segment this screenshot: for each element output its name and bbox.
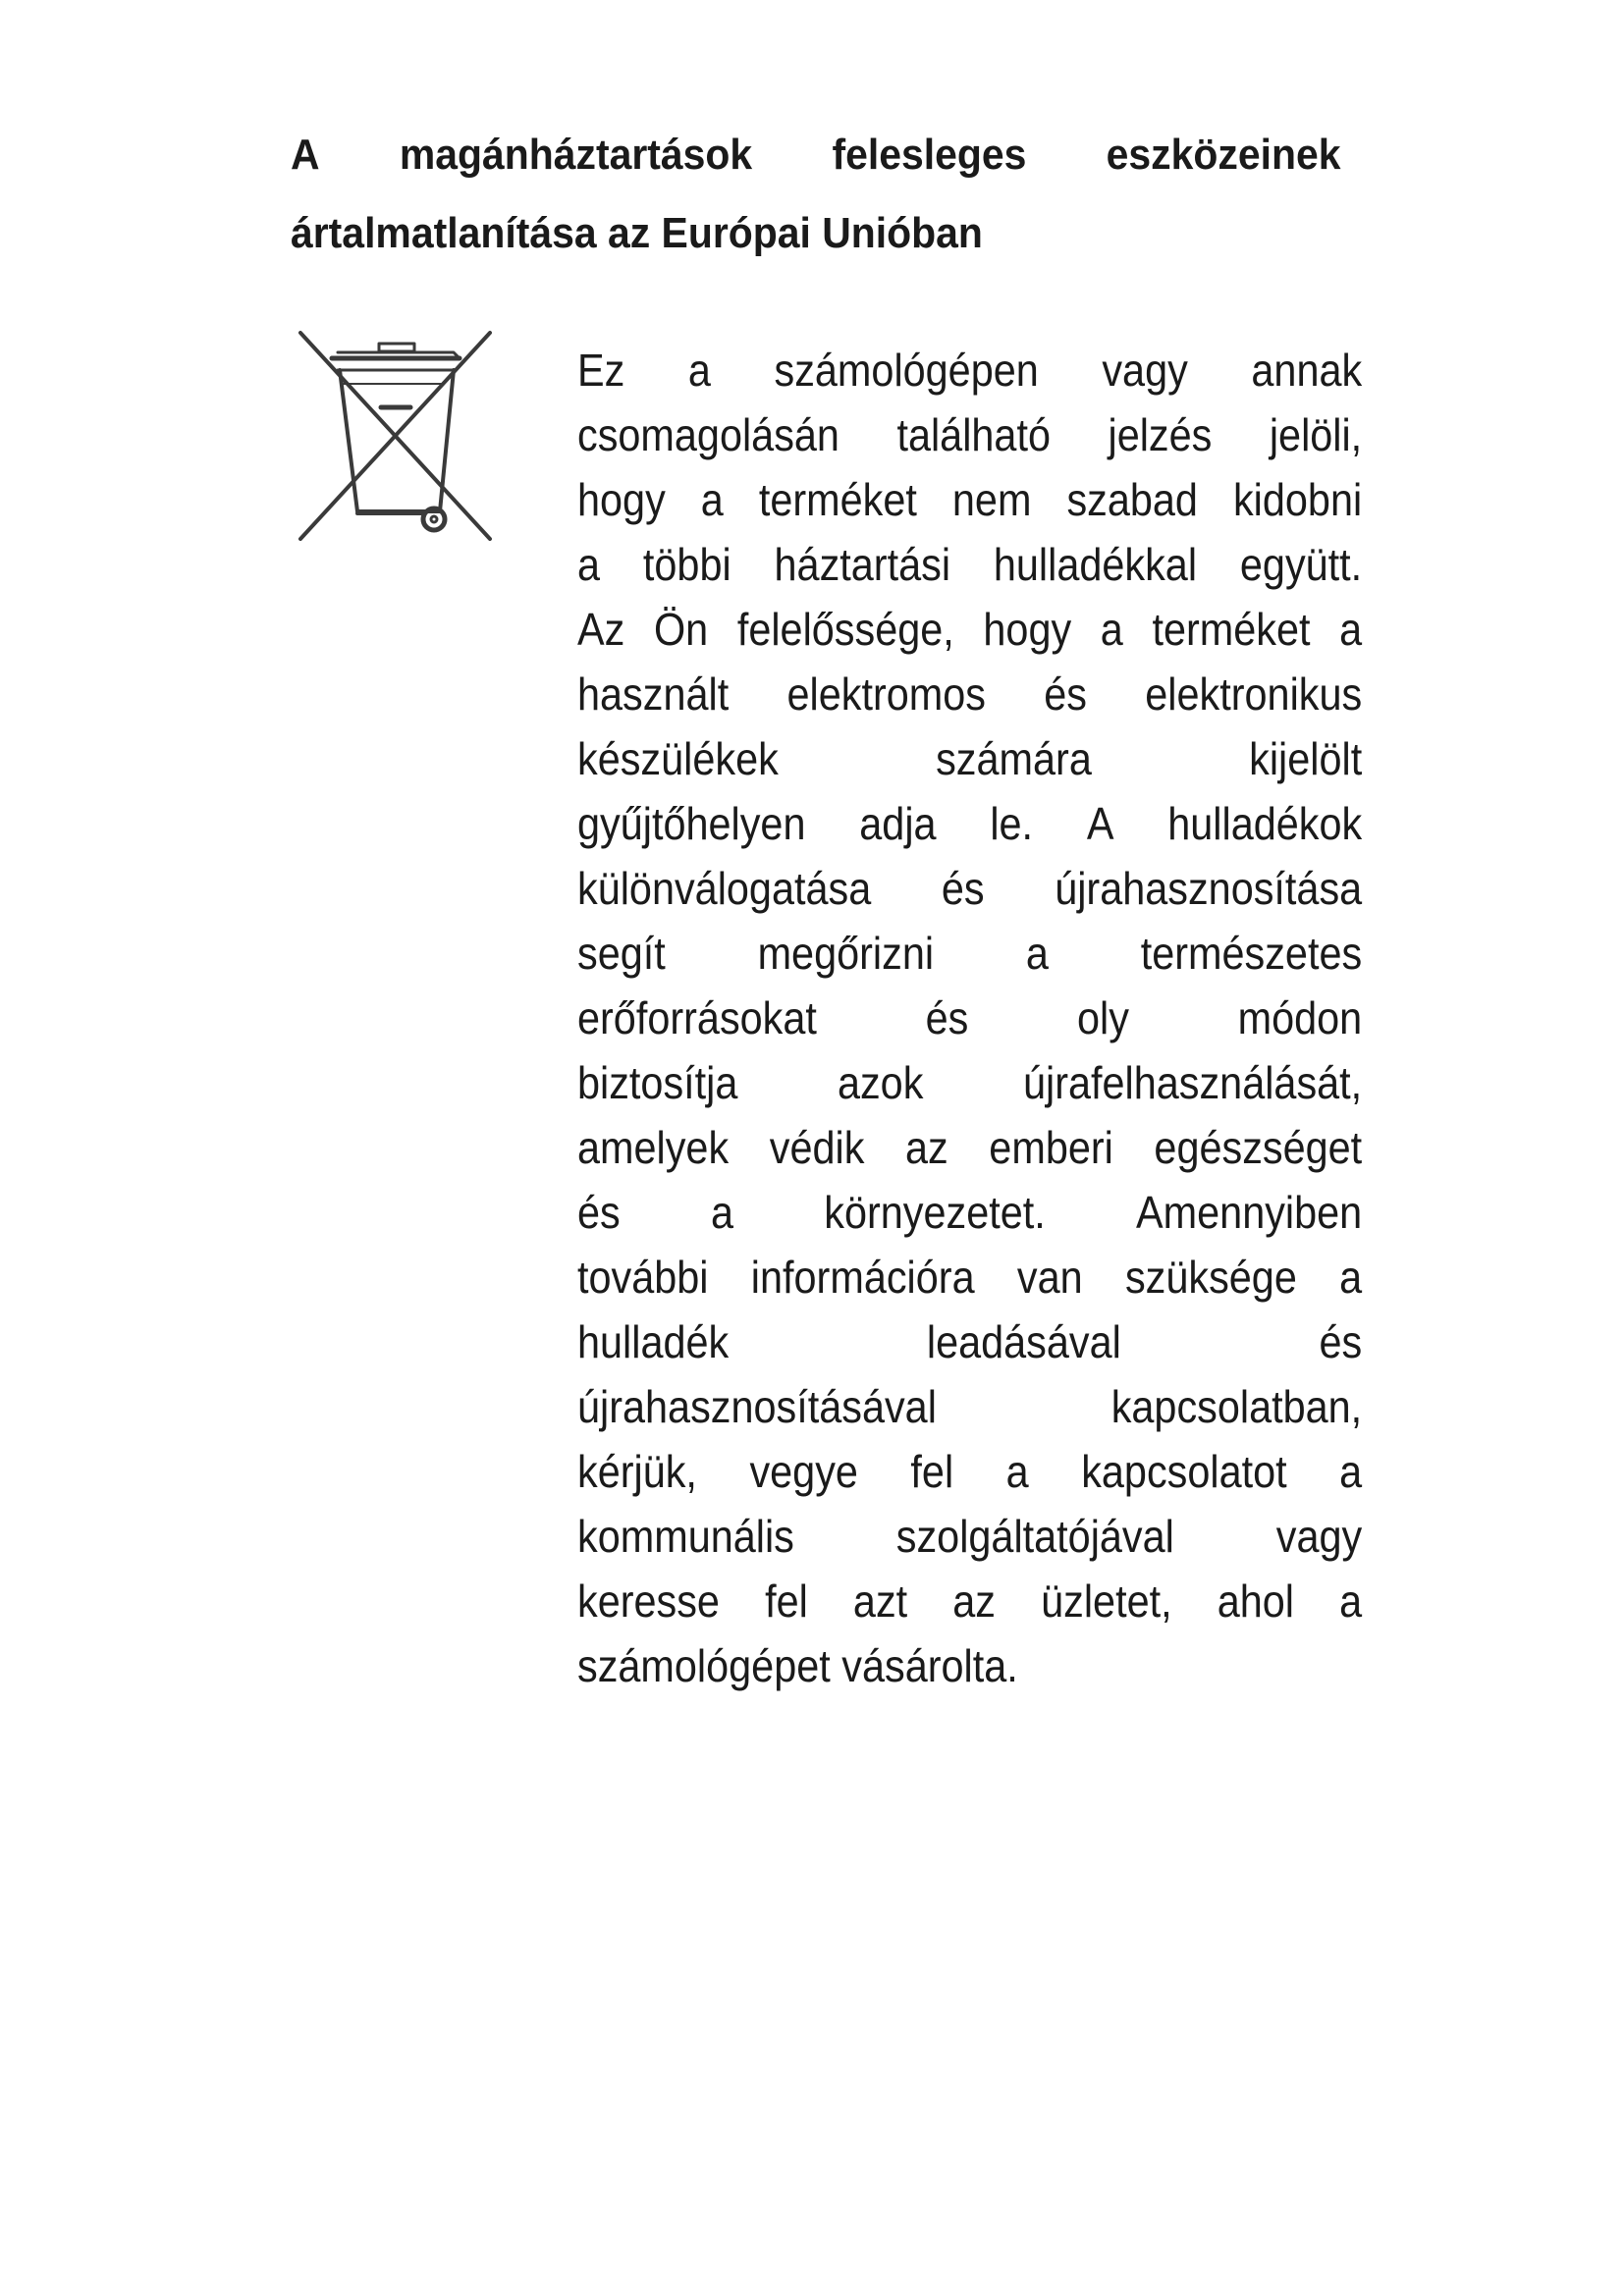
word: Az: [577, 604, 625, 655]
word: és: [1319, 1316, 1363, 1367]
word: és: [925, 992, 969, 1043]
word: erőforrásokat: [577, 992, 817, 1043]
word: vagy: [1102, 345, 1188, 396]
paragraph-line: [577, 402, 1362, 467]
word: a: [1339, 1252, 1363, 1303]
word: használt: [577, 668, 730, 720]
paragraph-line: [577, 1633, 1362, 1698]
paragraph-line: [577, 921, 1362, 986]
paragraph-line: [577, 467, 1362, 532]
word: amelyek: [577, 1122, 730, 1173]
word: az: [952, 1575, 997, 1627]
word: oly: [1076, 992, 1129, 1043]
word: jelöli,: [1269, 409, 1363, 460]
word: készülékek: [577, 733, 779, 784]
word: az: [904, 1122, 948, 1173]
word: együtt.: [1239, 539, 1363, 590]
paragraph-line: [577, 1504, 1362, 1569]
word: le.: [990, 798, 1034, 849]
word: keresse: [577, 1575, 720, 1627]
word: emberi: [989, 1122, 1113, 1173]
word: a: [1025, 928, 1049, 979]
word: csomagolásán: [577, 409, 839, 460]
word: a: [700, 474, 724, 525]
word: vásárolta.: [841, 1640, 1018, 1691]
word: számológépet: [577, 1640, 842, 1691]
word: van: [1016, 1252, 1083, 1303]
word: szüksége: [1124, 1252, 1297, 1303]
word: felelőssége,: [736, 604, 954, 655]
word: és: [1044, 668, 1087, 720]
word: a: [1100, 604, 1123, 655]
title-word: A: [291, 131, 320, 179]
page-title: [291, 116, 1341, 273]
word: fel: [765, 1575, 808, 1627]
paragraph-line: [577, 1050, 1362, 1115]
word: leadásával: [926, 1316, 1121, 1367]
word: fel: [910, 1446, 954, 1497]
paragraph-line: [577, 1309, 1362, 1374]
word: üzletet,: [1041, 1575, 1172, 1627]
word: jelzés: [1108, 409, 1213, 460]
paragraph-line: [577, 1115, 1362, 1180]
crossed-out-wheelie-bin-icon: [295, 327, 496, 545]
word: többi: [642, 539, 731, 590]
word: módon: [1237, 992, 1363, 1043]
word: elektromos: [786, 668, 986, 720]
word: nem: [951, 474, 1032, 525]
word: a: [687, 345, 711, 396]
word: terméket: [758, 474, 917, 525]
word: és: [941, 863, 985, 914]
word: található: [896, 409, 1051, 460]
paragraph-line: [577, 532, 1362, 597]
word: és: [577, 1187, 621, 1238]
title-line-2: ártalmatlanítása az Európai Unióban: [291, 209, 983, 257]
word: újrafelhasználását,: [1022, 1057, 1363, 1108]
word: annak: [1251, 345, 1363, 396]
word: számára: [936, 733, 1092, 784]
word: a: [1339, 1575, 1363, 1627]
paragraph-line: [577, 1439, 1362, 1504]
paragraph-line: [577, 856, 1362, 921]
title-word: felesleges: [832, 131, 1027, 179]
word: védik: [769, 1122, 865, 1173]
word: azt: [852, 1575, 908, 1627]
word: segít: [577, 928, 666, 979]
word: ahol: [1217, 1575, 1294, 1627]
word: azok: [837, 1057, 924, 1108]
word: adja: [859, 798, 937, 849]
word: hogy: [577, 474, 666, 525]
word: kijelölt: [1249, 733, 1363, 784]
word: biztosítja: [577, 1057, 738, 1108]
word: gyűjtőhelyen: [577, 798, 806, 849]
title-line-1: [291, 116, 1341, 194]
paragraph-line: [577, 597, 1362, 662]
disposal-notice-paragraph: [577, 338, 1363, 1698]
word: vegye: [749, 1446, 858, 1497]
word: a: [1005, 1446, 1029, 1497]
word: a: [710, 1187, 734, 1238]
paragraph-line: [577, 791, 1362, 856]
word: Ez: [577, 345, 625, 396]
paragraph-line: [577, 1569, 1362, 1633]
word: kapcsolatot: [1081, 1446, 1287, 1497]
paragraph-line: [577, 1245, 1362, 1309]
word: megőrizni: [757, 928, 935, 979]
word: újrahasznosítása: [1055, 863, 1363, 914]
paragraph-line: [577, 1180, 1362, 1245]
title-word: eszközeinek: [1106, 131, 1341, 179]
word: egészséget: [1154, 1122, 1363, 1173]
word: kapcsolatban,: [1110, 1381, 1363, 1432]
word: kommunális: [577, 1511, 794, 1562]
word: vagy: [1275, 1511, 1363, 1562]
word: számológépen: [774, 345, 1039, 396]
word: hulladékok: [1167, 798, 1363, 849]
word: hulladék: [577, 1316, 730, 1367]
word: különválogatása: [577, 863, 872, 914]
word: szabad: [1066, 474, 1198, 525]
word: hulladékkal: [993, 539, 1198, 590]
word: kidobni: [1232, 474, 1363, 525]
paragraph-line: [577, 662, 1362, 726]
word: kérjük,: [577, 1446, 697, 1497]
paragraph-line: [577, 338, 1362, 402]
paragraph-line: [577, 726, 1362, 791]
title-word: magánháztartások: [399, 131, 753, 179]
word: elektronikus: [1145, 668, 1363, 720]
word: hogy: [983, 604, 1072, 655]
word: információra: [750, 1252, 975, 1303]
word: a: [1339, 604, 1363, 655]
word: A: [1086, 798, 1114, 849]
word: további: [577, 1252, 709, 1303]
word: a: [577, 539, 601, 590]
word: újrahasznosításával: [577, 1381, 937, 1432]
paragraph-line: [577, 986, 1362, 1050]
word: természetes: [1140, 928, 1363, 979]
word: Ön: [653, 604, 709, 655]
paragraph-line: [577, 1374, 1362, 1439]
word: a: [1339, 1446, 1363, 1497]
word: terméket: [1152, 604, 1311, 655]
word: szolgáltatójával: [895, 1511, 1174, 1562]
word: Amennyiben: [1136, 1187, 1363, 1238]
word: környezetet.: [824, 1187, 1046, 1238]
word: háztartási: [774, 539, 951, 590]
